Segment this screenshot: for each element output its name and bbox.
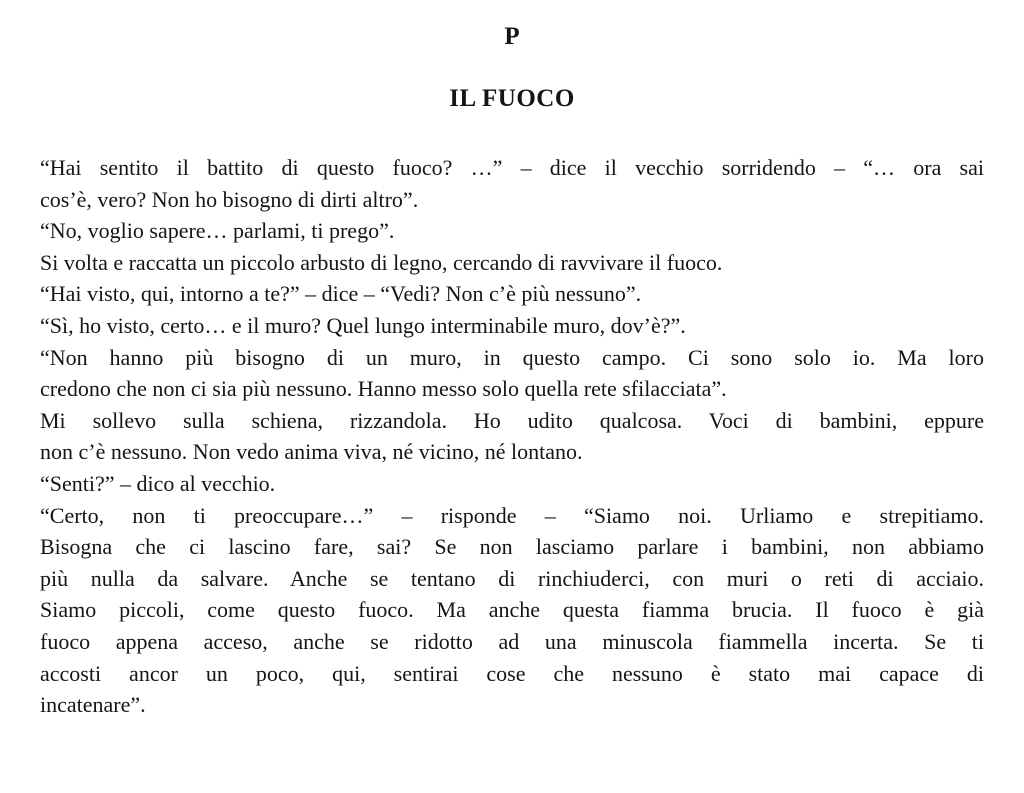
paragraph [40, 310, 984, 342]
text-line: Siamo piccoli, come questo fuoco. Ma anche questa fiamma brucia. Il fuoco è già [40, 597, 984, 623]
text-line: “Hai sentito il battito di questo fuoco? …” – dice il vecchio sorridendo – “… ora sai [40, 155, 984, 180]
text-line: “Sì, ho visto, certo… e il muro? Quel lungo interminabile muro, dov’è?”. [40, 312, 686, 338]
text-line: Bisogna che ci lascino fare, sai? Se non lasciamo parlare i bambini, non abbiamo [40, 534, 984, 560]
text-line: “Certo, non ti preoccupare…” – risponde – “Siamo noi. Urliamo e strepitiamo. [40, 502, 984, 528]
text-line: “Senti?” – dico al vecchio. [40, 470, 276, 496]
paragraph [40, 342, 984, 405]
text-line: credono che non ci sia più nessuno. Hanno messo solo quella rete sfilacciata”. [40, 376, 727, 402]
body-text [40, 152, 984, 721]
text-line: Mi sollevo sulla schiena, rizzandola. Ho udito qualcosa. Voci di bambini, eppure [40, 407, 984, 433]
paragraph [40, 405, 984, 468]
text-line: “Non hanno più bisogno di un muro, in questo campo. Ci sono solo io. Ma loro [40, 344, 984, 370]
paragraph [40, 468, 984, 500]
text-line: Si volta e raccatta un piccolo arbusto di legno, cercando di ravvivare il fuoco. [40, 249, 723, 275]
text-line: “Hai visto, qui, intorno a te?” – dice – “Vedi? Non c’è più nessuno”. [40, 281, 642, 307]
text-line: “No, voglio sapere… parlami, ti prego”. [40, 218, 395, 244]
text-line: più nulla da salvare. Anche se tentano di rinchiuderci, con muri o reti di acciaio. [40, 565, 984, 591]
text-line: cos’è, vero? Non ho bisogno di dirti altro”. [40, 186, 419, 212]
paragraph [40, 500, 984, 721]
paragraph [40, 247, 984, 279]
paragraph [40, 152, 984, 215]
paragraph [40, 215, 984, 247]
text-line: fuoco appena acceso, anche se ridotto ad una minuscola fiammella incerta. Se ti [40, 628, 984, 654]
paragraph [40, 278, 984, 310]
chapter-title: IL FUOCO [449, 85, 575, 112]
text-line: non c’è nessuno. Non vedo anima viva, né vicino, né lontano. [40, 439, 583, 465]
text-line: accosti ancor un poco, qui, sentirai cose che nessuno è stato mai capace di [40, 660, 984, 686]
text-line: incatenare”. [40, 692, 146, 718]
chapter-letter: P [504, 23, 520, 50]
